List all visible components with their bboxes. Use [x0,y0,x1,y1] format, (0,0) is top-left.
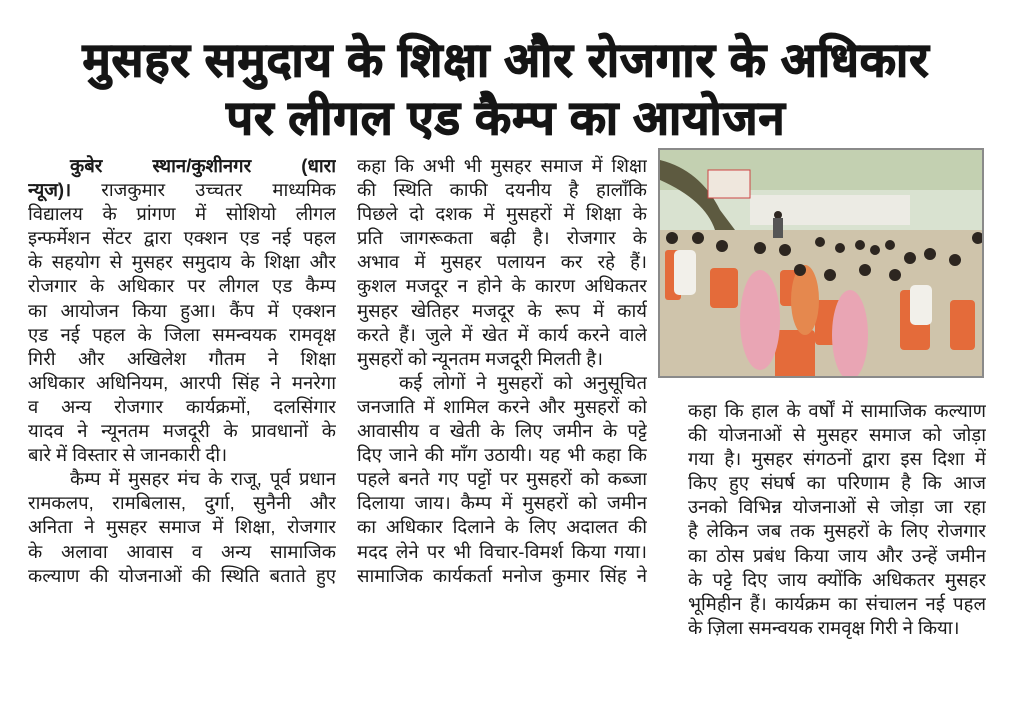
news-photo-legal-aid-camp [658,148,984,378]
article-line: उनको विभिन्न योजनाओं से जोड़ा जा रहा [688,496,986,518]
article-line: अनिता ने मुसहर समाज में शिक्षा, रोजगार [28,516,336,538]
article-column-1 [28,154,336,588]
article-line: जनजाति में शामिल करने और मुसहरों को [357,395,647,417]
article-line: कुशल मजदूर न होने के कारण अधिकतर [357,275,647,297]
article-line: पहले बनते गए पट्टों पर मुसहरों को कब्जा [357,468,647,490]
article-line: का अधिकार दिलाने के लिए अदालत की [357,516,647,538]
article-line: रामकलप, रामबिलास, दुर्गा, सुनैनी और [28,492,336,514]
headline-line-1: मुसहर समुदाय के शिक्षा और रोजगार के अधिकार [82,33,930,86]
article-line: की स्थिति काफी दयनीय है हालाँकि [357,179,647,201]
article-line: कहा कि हाल के वर्षों में सामाजिक कल्याण [688,400,986,421]
article-line: कैम्प में मुसहर मंच के राजू, पूर्व प्रधान [70,468,336,490]
article-line: के सहयोग से मुसहर समुदाय के शिक्षा और [28,251,336,273]
article-line: के अलावा आवास व अन्य सामाजिक [28,540,336,562]
article-line: अभाव में मुसहर पलायन कर रहे हैं। [357,251,647,273]
article-line: यादव ने न्यूनतम मजदूरी के प्रावधानों के [28,420,336,442]
dateline [28,154,336,178]
article-line [28,178,336,202]
article-line: की योजनाओं से मुसहर समाज को जोड़ा [688,424,986,446]
article-line: करते हैं। जुले में खेत में कार्य करने वाले [357,323,647,345]
headline-line-2: पर लीगल एड कैम्प का आयोजन [226,91,786,144]
article-line: इन्फर्मेशन सेंटर द्वारा एक्शन एड नई पहल [28,227,336,249]
article-line: विद्यालय के प्रांगण में सोशियो लीगल [28,203,336,225]
photo-crowd-illustration [660,150,984,378]
article-line: सामाजिक कार्यकर्ता मनोज कुमार सिंह ने [357,564,647,586]
article-line: है लेकिन जब तक मुसहरों के लिए रोजगार [688,520,986,542]
article-line: मुसहर खेतिहर मजदूर के रूप में कार्य [357,299,647,321]
dateline-place: कुबेर स्थान/कुशीनगर (धारा [70,155,336,176]
article-line: आवासीय व खेती के लिए जमीन के पट्टे [357,420,647,442]
article-line: कहा कि अभी भी मुसहर समाज में शिक्षा [357,155,647,176]
article-line: एड नई पहल के जिला समन्वयक रामवृक्ष [28,323,336,345]
article-line: रोजगार के अधिकार पर लीगल एड कैम्प [28,275,336,297]
article-column-3 [688,399,986,640]
article-line: के ज़िला समन्वयक रामवृक्ष गिरी ने किया। [688,616,960,638]
article-line: के पट्टे दिए जाय क्योंकि अधिकतर मुसहर [688,568,986,590]
article-line: दिलाया जाय। कैम्प में मुसहरों को जमीन [357,492,647,514]
article-column-2 [357,154,647,588]
article-line: का ठोस प्रबंध किया जाय और उन्हें जमीन [688,544,986,566]
article-line: मुसहरों को न्यूनतम मजदूरी मिलती है। [357,347,604,369]
article-line: गिरी और अखिलेश गौतम ने शिक्षा [28,347,336,369]
article-line: का आयोजन किया हुआ। कैंप में एक्शन [28,299,336,321]
article-line: बारे में विस्तार से जानकारी दी। [28,444,228,466]
article-line: व अन्य रोजगार कार्यक्रमों, दलसिंगार [28,395,336,417]
article-line: अधिकार अधिनियम, आरपी सिंह ने मनरेगा [28,371,336,393]
article-line: किए हुए संघर्ष का परिणाम है कि आज [688,472,986,494]
article-line: गया है। मुसहर संगठनों द्वारा इस दिशा में [688,448,986,470]
article-line: दिए जाने की माँग उठायी। यह भी कहा कि [357,444,647,466]
dateline-source: न्यूज)। [28,179,72,201]
article-line: प्रति जागरूकता बढ़ी है। रोजगार के [357,227,647,249]
article-line: कल्याण की योजनाओं की स्थिति बताते हुए [28,564,336,586]
article-line: मदद लेने पर भी विचार-विमर्श किया गया। [357,540,647,562]
article-line: भूमिहीन हैं। कार्यक्रम का संचालन नई पहल [688,592,986,614]
article-line: कई लोगों ने मुसहरों को अनुसूचित [399,371,647,393]
article-line: पिछले दो दशक में मुसहरों में शिक्षा के [357,203,647,225]
article-text: राजकुमार उच्चतर माध्यमिक [71,179,336,201]
